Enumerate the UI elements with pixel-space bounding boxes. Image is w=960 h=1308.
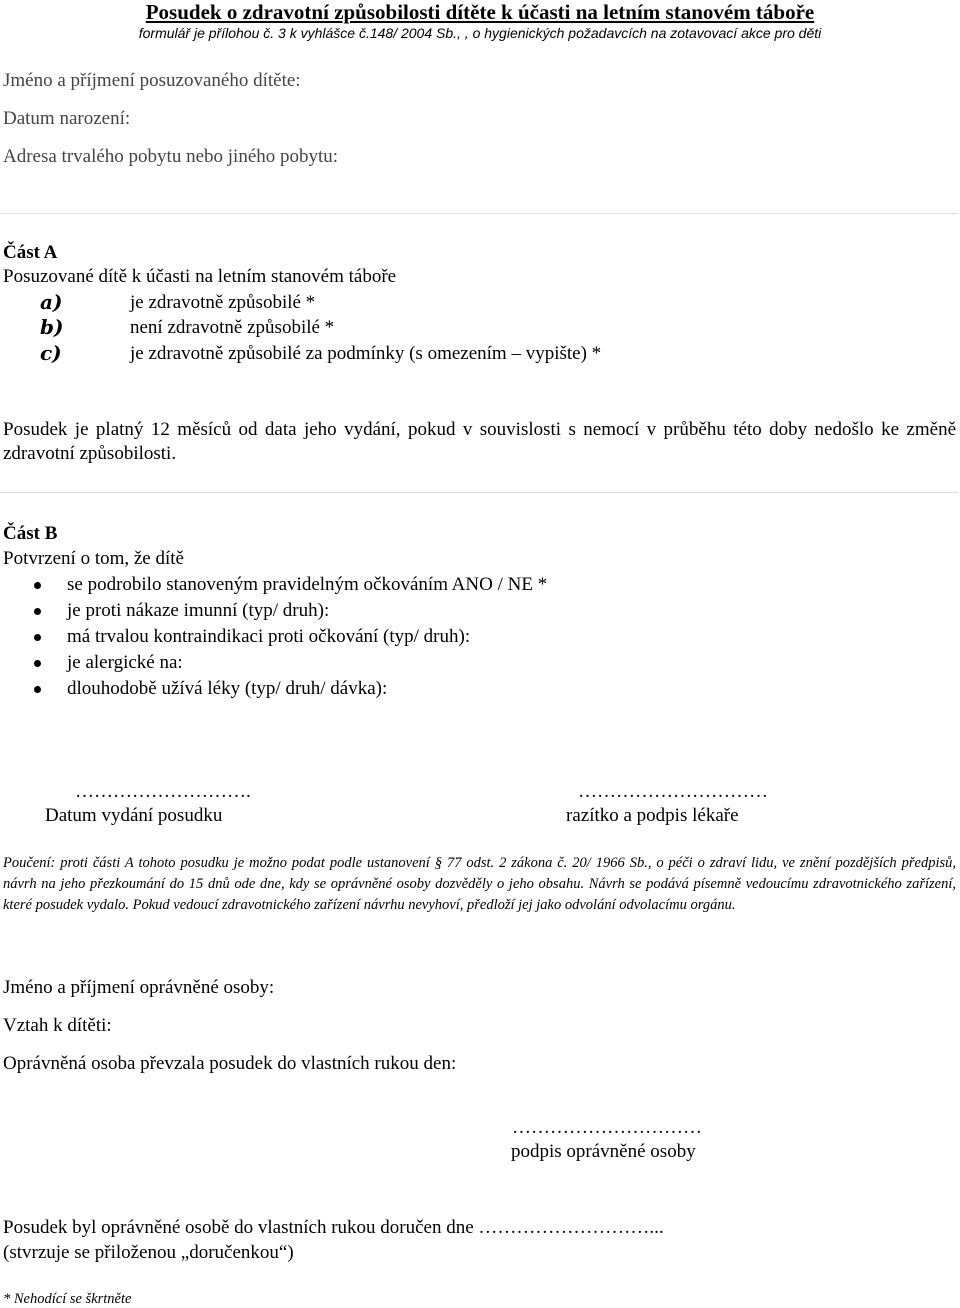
issue-date-dots: ……………………….	[75, 781, 251, 802]
form-subtitle: formulář je přílohou č. 3 k vyhlášce č.148/ 2004 Sb., , o hygienických požadavcích na zotavovací akce pro děti	[138, 25, 822, 41]
validity-text: Posudek je platný 12 měsíců od data jeho vydání, pokud v souvislosti s nemocí v průběhu této doby nedošlo ke změně zdravotní způsobilosti.	[3, 419, 956, 464]
option-a-text: je zdravotně způsobilé *	[130, 292, 316, 313]
delivery-line: Posudek byl oprávněné osobě do vlastních rukou doručen dne ………………………...	[3, 1217, 664, 1238]
option-b-marker: b)	[40, 315, 64, 339]
part-b-item-contraindication: má trvalou kontraindikaci proti očkování (typ/ druh):	[67, 626, 471, 647]
bullet-icon	[34, 582, 41, 589]
option-c-text: je zdravotně způsobilé za podmínky (s omezením – vypište) *	[130, 343, 602, 364]
form-title: Posudek o zdravotní způsobilosti dítěte k účasti na letním stanovém táboře	[145, 0, 815, 24]
legal-notice: Poučení: proti části A tohoto posudku je možno podat podle ustanovení § 77 odst. 2 zákona č. 20/ 1966 Sb., o péči o zdraví lidu, ve znění pozdějších předpisů, návrh na jeho přezkoumání do 15 dnů ode dne, kdy se oprávněné osoby dozvěděly o jeho obsahu. Návrh se podává písemně vedoucímu zdravotnického zařízení, které posudek vydalo. Pokud vedoucí zdravotnického zařízení návrhu nevyhoví, předloží jej jako odvolání odvolacímu orgánu.	[3, 855, 956, 913]
child-name-label: Jméno a příjmení posuzovaného dítěte:	[3, 70, 301, 91]
guardian-name-label: Jméno a příjmení oprávněné osoby:	[3, 977, 275, 998]
received-label: Oprávněná osoba převzala posudek do vlastních rukou den:	[3, 1053, 457, 1074]
option-c-marker: c)	[40, 341, 62, 365]
bullet-icon	[34, 608, 41, 615]
option-a-marker: a)	[40, 290, 63, 314]
address-label: Adresa trvalého pobytu nebo jiného pobytu:	[3, 146, 339, 167]
issue-date-label: Datum vydání posudku	[45, 805, 223, 826]
bullet-icon	[34, 686, 41, 693]
birth-date-label: Datum narození:	[3, 108, 131, 129]
divider-2	[0, 492, 958, 493]
relation-label: Vztah k dítěti:	[3, 1015, 112, 1036]
part-a-intro: Posuzované dítě k účasti na letním stanovém táboře	[3, 266, 397, 287]
bullet-icon	[34, 660, 41, 667]
part-b-item-medication: dlouhodobě užívá léky (typ/ druh/ dávka):	[67, 678, 388, 699]
part-b-item-allergy: je alergické na:	[67, 652, 183, 673]
footnote: * Nehodící se škrtněte	[3, 1291, 132, 1307]
part-b-heading: Část B	[3, 523, 58, 544]
part-a-heading: Část A	[3, 242, 58, 263]
bullet-icon	[34, 634, 41, 641]
part-b-intro: Potvrzení o tom, že dítě	[3, 548, 184, 569]
guardian-sign-dots: …………………………	[512, 1117, 702, 1138]
delivery-note: (stvrzuje se přiloženou „doručenkou“)	[3, 1242, 294, 1263]
doctor-sign-label: razítko a podpis lékaře	[566, 805, 739, 826]
part-b-item-immunity: je proti nákaze imunní (typ/ druh):	[67, 600, 330, 621]
option-b-text: není zdravotně způsobilé *	[130, 317, 335, 338]
doctor-sign-dots: …………………………	[578, 781, 768, 802]
divider-1	[0, 213, 958, 214]
part-b-item-vaccination: se podrobilo stanoveným pravidelným očkováním ANO / NE *	[67, 574, 548, 595]
guardian-sign-label: podpis oprávněné osoby	[511, 1141, 696, 1162]
